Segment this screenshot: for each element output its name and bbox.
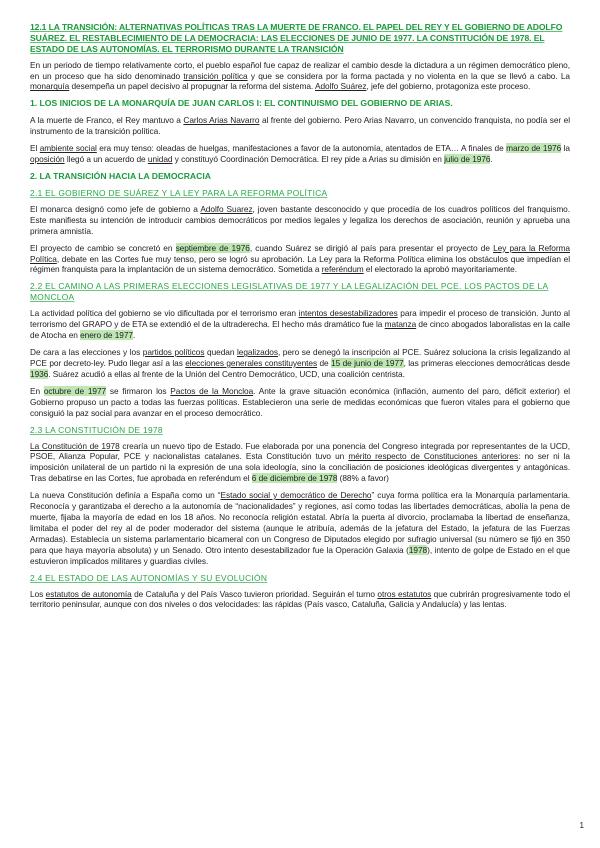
underlined-term: unidad [147,154,173,165]
underlined-term: elecciones generales constituyentes [185,358,318,369]
subsection-heading: 2.3 LA CONSTITUCIÓN DE 1978 [30,424,163,435]
text-run: El [30,143,40,154]
paragraph [30,143,570,165]
document-title: 12.1 LA TRANSICIÓN: ALTERNATIVAS POLÍTICAS TRAS LA MUERTE DE FRANCO. EL PAPEL DEL REY Y EL GOBIERNO DE ADOLFO SUÁREZ. EL RESTABLECIMIENTO DE LA DEMOCRACIA: LAS ELECCIONES DE JUNIO DE 1977. LA CONSTITUCIÓN DE 1978. EL ESTADO DE LAS AUTONOMÍAS. EL TERRORISMO DURANTE LA TRANSICIÓN [30,22,563,55]
text-run: (88% a favor) [337,473,389,484]
text-run: el electorado la aprobó mayoritariamente. [363,264,517,275]
subsection-heading: 2.4 EL ESTADO DE LAS AUTONOMÍAS Y SU EVOLUCIÓN [30,572,268,583]
text-run: El monarca designó como jefe de gobierno a [30,203,201,214]
text-run: la [561,143,570,154]
text-run: , joven bastante desconocido y que procedía de los cuadros políticos del franquismo. Este manifiesta su intención de introducir cambios democráticos por medios legales y legaliza los derechos de asociación, reunión y aprueba una primera amnistía. [30,203,570,236]
paragraph [30,441,570,485]
text-run: llegó a un acuerdo de [64,154,148,165]
paragraph [30,386,570,419]
paragraph [30,115,570,137]
highlighted-date: 15 de junio de 1977 [331,358,404,369]
underlined-term: legalizados [237,347,278,358]
text-run: , cuando Suárez se dirigió al país para presentar el proyecto de [249,242,494,253]
text-run: y que se considera por la forma pactada y no violenta en la que se llevó a cabo. La [247,70,570,81]
text-run: al frente del gobierno. Pero Arias Navarro, un convencido franquista, no podía ser el instrumento de la transición política. [30,115,570,137]
underlined-term: partidos políticos [142,347,205,358]
text-run: desempeña un papel decisivo al propugnar la reforma del sistema. [69,81,315,92]
text-run: El proyecto de cambio se concretó en [30,242,176,253]
text-run: En un periodo de tiempo relativamente corto, el pueblo español fue capaz de realizar el cambio desde la dictadura a un régimen democrático pleno, en un proceso que ha sido denominado [30,59,570,81]
highlighted-date: enero de 1977 [80,330,133,341]
text-run: ), intento de golpe de Estado en el que estuvieron implicados militares y guardias civiles. [30,544,570,566]
paragraph [30,308,570,341]
text-run: que cubrirán progresivamente todo el territorio peninsular, aunque con dos niveles o dos velocidades: las rápidas (País vasco, Cataluña, Galicia y Andalucía) y las lentas. [30,588,571,610]
highlighted-date: marzo de 1976 [506,143,562,154]
text-run: . Ante la grave situación económica (inflación, aumento del paro, déficit exterior) el Gobierno propuso un pacto a todas las fuerzas políticas. Establecieron una serie de medidas económicas que fueron vitales para el gobierno que consiguió la paz social para avanzar en el proceso democrático. [30,385,571,418]
paragraph [30,243,570,276]
text-run: De cara a las elecciones y los [30,347,143,358]
section-heading: 1. LOS INICIOS DE LA MONARQUÍA DE JUAN CARLOS I: EL CONTINUISMO DEL GOBIERNO DE ARIAS. [30,98,453,109]
text-run: se firmaron los [106,385,171,396]
text-run: de [317,358,332,369]
text-run: : no ser ni la imposición unilateral de un partido ni la expresión de una sola ideología, sino la conciliación de posiciones ideológicas divergentes y antagónicas. Tras debatirse en las Cortes, fue aprobada en referéndum el [30,451,570,484]
underlined-term: otros estatutos [377,588,432,599]
text-run: A la muerte de Franco, el Rey mantuvo a [30,115,184,126]
subsection-heading: 2.2 EL CAMINO A LAS PRIMERAS ELECCIONES LEGISLATIVAS DE 1977 Y LA LEGALIZACIÓN DEL PCE. LOS PACTOS DE LA MONCLOA [30,281,549,303]
text-run: La actividad política del gobierno se vio dificultada por el terrorismo eran [30,308,299,319]
intro-paragraph [30,60,570,93]
page-number: 1 [579,821,584,830]
underlined-term: monarquía [30,81,70,92]
underlined-term: referéndum [321,264,364,275]
text-run: quedan [204,347,237,358]
subsection-heading: 2.1 EL GOBIERNO DE SUÁREZ Y LA LEY PARA LA REFORMA POLÍTICA [30,187,328,198]
underlined-term: oposición [30,154,65,165]
underlined-term: ambiente social [39,143,97,154]
text-run: y constituyó Coordinación Democrática. El rey pide a Arias su dimisión en [172,154,445,165]
text-run: En [30,385,44,396]
paragraph [30,204,570,237]
text-run: , debate en las Cortes fue muy tenso, pero se logró su aprobación. La Ley para la Reforma Política elimina los obstáculos que impedían el régimen franquista para la implantación de un sistema democrático. Sometida a [30,253,570,275]
underlined-term: Pactos de la Moncloa [170,385,254,396]
highlighted-date: 6 de diciembre de 1978 [251,473,338,484]
underlined-term: Estado social y democrático de Derecho [220,490,372,501]
highlighted-date: 1936 [30,368,49,379]
underlined-term: La Constitución de 1978 [30,440,120,451]
section-heading: 2. LA TRANSICIÓN HACIA LA DEMOCRACIA [30,170,211,181]
text-run: crearía un nuevo tipo de Estado. Fue elaborada por una ponencia del Congreso integrada por representantes de la UCD, PSOE, Alianza Popular, PCE y nacionalistas catalanes. Esta Constitución tuvo un [30,440,570,462]
text-run: ” cuya forma política era la Monarquía parlamentaria. Reconocía y garantizaba el derecho a la autonomía de “nacionalidades” y regiones, así como todas las libertades democráticas, abolía la pena de muerte, fijaba la mayoría de edad en los 18 años. No reconocía religión estatal. Abría la puerta al divorcio, proclamaba la libertad de enseñanza, limitaba el poder del rey al de poder moderador del sistema (aunque le atribuía, además de la jefatura del Estado, la jefatura de las Fuerzas Armadas). Establecía un sistema parlamentario bicameral con un Congreso de Diputados elegido por sufragio universal (su número se fijó en 350 para que haya mayoría absoluta) y un Senado. Otro intento desestabilizador fue la Operación Galaxia ( [30,490,570,555]
underlined-term: intentos desestabilizadores [298,308,398,319]
highlighted-date: octubre de 1977 [43,385,107,396]
underlined-term: Adolfo Suarez [200,203,253,214]
text-run: . [490,154,493,165]
text-run: , las primeras elecciones democráticas desde [403,358,570,369]
paragraph [30,347,570,380]
underlined-term: mérito respecto de Constituciones anteriores [348,451,519,462]
underlined-term: Adolfo Suárez [314,81,367,92]
text-run: de cinco abogados laboralistas en la calle de Atocha en [30,319,571,341]
text-run: era muy tenso: oleadas de huelgas, manifestaciones a favor de la autonomía, atentados de ETA… A finales de [96,143,507,154]
highlighted-date: septiembre de 1976 [175,242,250,253]
underlined-term: Ley para la Reforma Política [30,242,570,264]
underlined-term: matanza [384,319,417,330]
text-run: Los [30,588,46,599]
text-run: para impedir el proceso de transición. Junto al terrorismo del GRAPO y de ETA se extendió el de la ultraderecha. El hecho más dramático fue la [30,308,570,330]
paragraph [30,490,570,566]
text-run: . [132,330,136,341]
underlined-term: Carlos Arias Navarro [183,115,260,126]
underlined-term: transición política [183,70,248,81]
highlighted-date: 1978 [408,544,428,555]
text-run: de Cataluña y del País Vasco tuvieron prioridad. Seguirán el turno [131,588,378,599]
text-run: , jefe del gobierno, protagoniza este proceso. [366,81,531,92]
highlighted-date: julio de 1976 [444,154,491,165]
paragraph [30,589,570,611]
document-page [30,22,570,616]
text-run: . Suárez acudió a ellas al frente de la Unión del Centro Democrático, UCD, una coalición centrista. [48,368,405,379]
text-run: La nueva Constitución definía a España como un “ [30,490,221,501]
underlined-term: estatutos de autonomía [45,588,132,599]
text-run: , pero se denegó la inscripción al PCE. Suárez soluciona la crisis legalizando al PCE por decreto-ley. Pudo llegar así a las [30,347,571,369]
